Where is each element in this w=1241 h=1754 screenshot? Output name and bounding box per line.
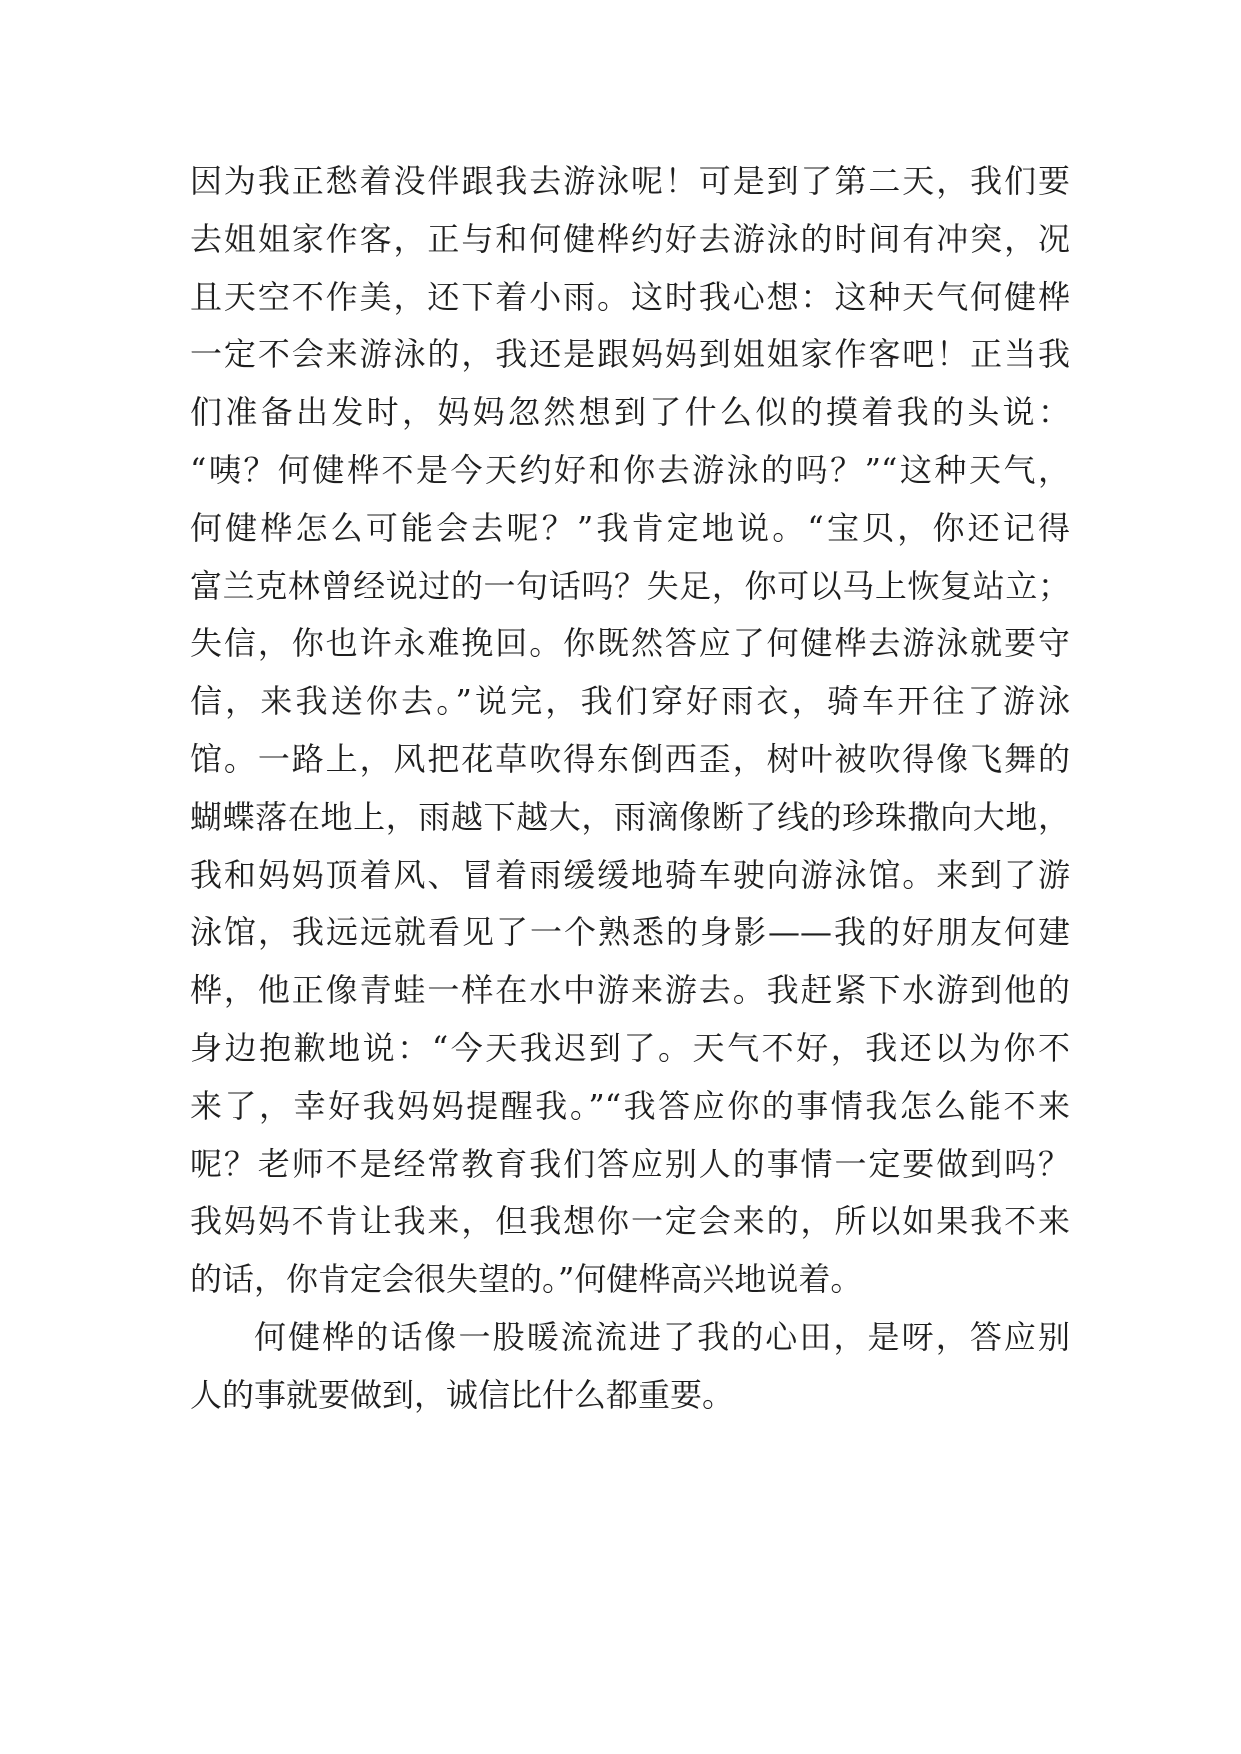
text-line: 呢？老师不是经常教育我们答应别人的事情一定要做到吗？ [190, 1144, 1070, 1183]
text-line: 富兰克林曾经说过的一句话吗？失足，你可以马上恢复站立； [190, 566, 1070, 605]
text-line: 蝴蝶落在地上，雨越下越大，雨滴像断了线的珍珠撒向大地， [190, 797, 1070, 836]
text-line: 且天空不作美，还下着小雨。这时我心想：这种天气何健桦 [190, 277, 1070, 316]
text-line: 失信，你也许永难挽回。你既然答应了何健桦去游泳就要守 [190, 624, 1070, 663]
text-line: 们准备出发时，妈妈忽然想到了什么似的摸着我的头说： [190, 393, 1070, 432]
text-line: 身边抱歉地说：“今天我迟到了。天气不好，我还以为你不 [190, 1028, 1070, 1067]
text-line: 因为我正愁着没伴跟我去游泳呢！可是到了第二天，我们要 [190, 162, 1070, 200]
text-line: 何健桦的话像一股暖流流进了我的心田，是呀，答应别 [254, 1317, 1070, 1356]
text-line: 何健桦怎么可能会去呢？”我肯定地说。“宝贝，你还记得 [190, 508, 1070, 547]
text-line: 来了，幸好我妈妈提醒我。”“我答应你的事情我怎么能不来 [190, 1086, 1070, 1125]
text-line: 泳馆，我远远就看见了一个熟悉的身影——我的好朋友何建 [190, 913, 1070, 952]
text-line: 我妈妈不肯让我来，但我想你一定会来的，所以如果我不来 [190, 1202, 1070, 1241]
text-line: “咦？何健桦不是今天约好和你去游泳的吗？”“这种天气， [190, 450, 1070, 489]
paragraph [190, 161, 1070, 1317]
text-line: 的话，你肯定会很失望的。”何健桦高兴地说着。 [190, 1260, 863, 1299]
text-line: 一定不会来游泳的，我还是跟妈妈到姐姐家作客吧！正当我 [190, 335, 1070, 374]
text-line: 去姐姐家作客，正与和何健桦约好去游泳的时间有冲突，况 [190, 219, 1070, 258]
text-line: 信，来我送你去。”说完，我们穿好雨衣，骑车开往了游泳 [190, 682, 1070, 721]
paragraph [190, 1317, 1070, 1433]
text-line: 馆。一路上，风把花草吹得东倒西歪，树叶被吹得像飞舞的 [190, 739, 1070, 778]
text-line: 桦，他正像青蛙一样在水中游来游去。我赶紧下水游到他的 [190, 971, 1070, 1010]
text-line: 我和妈妈顶着风、冒着雨缓缓地骑车驶向游泳馆。来到了游 [190, 855, 1070, 894]
body-text [190, 161, 1070, 1433]
text-line: 人的事就要做到，诚信比什么都重要。 [190, 1375, 735, 1414]
